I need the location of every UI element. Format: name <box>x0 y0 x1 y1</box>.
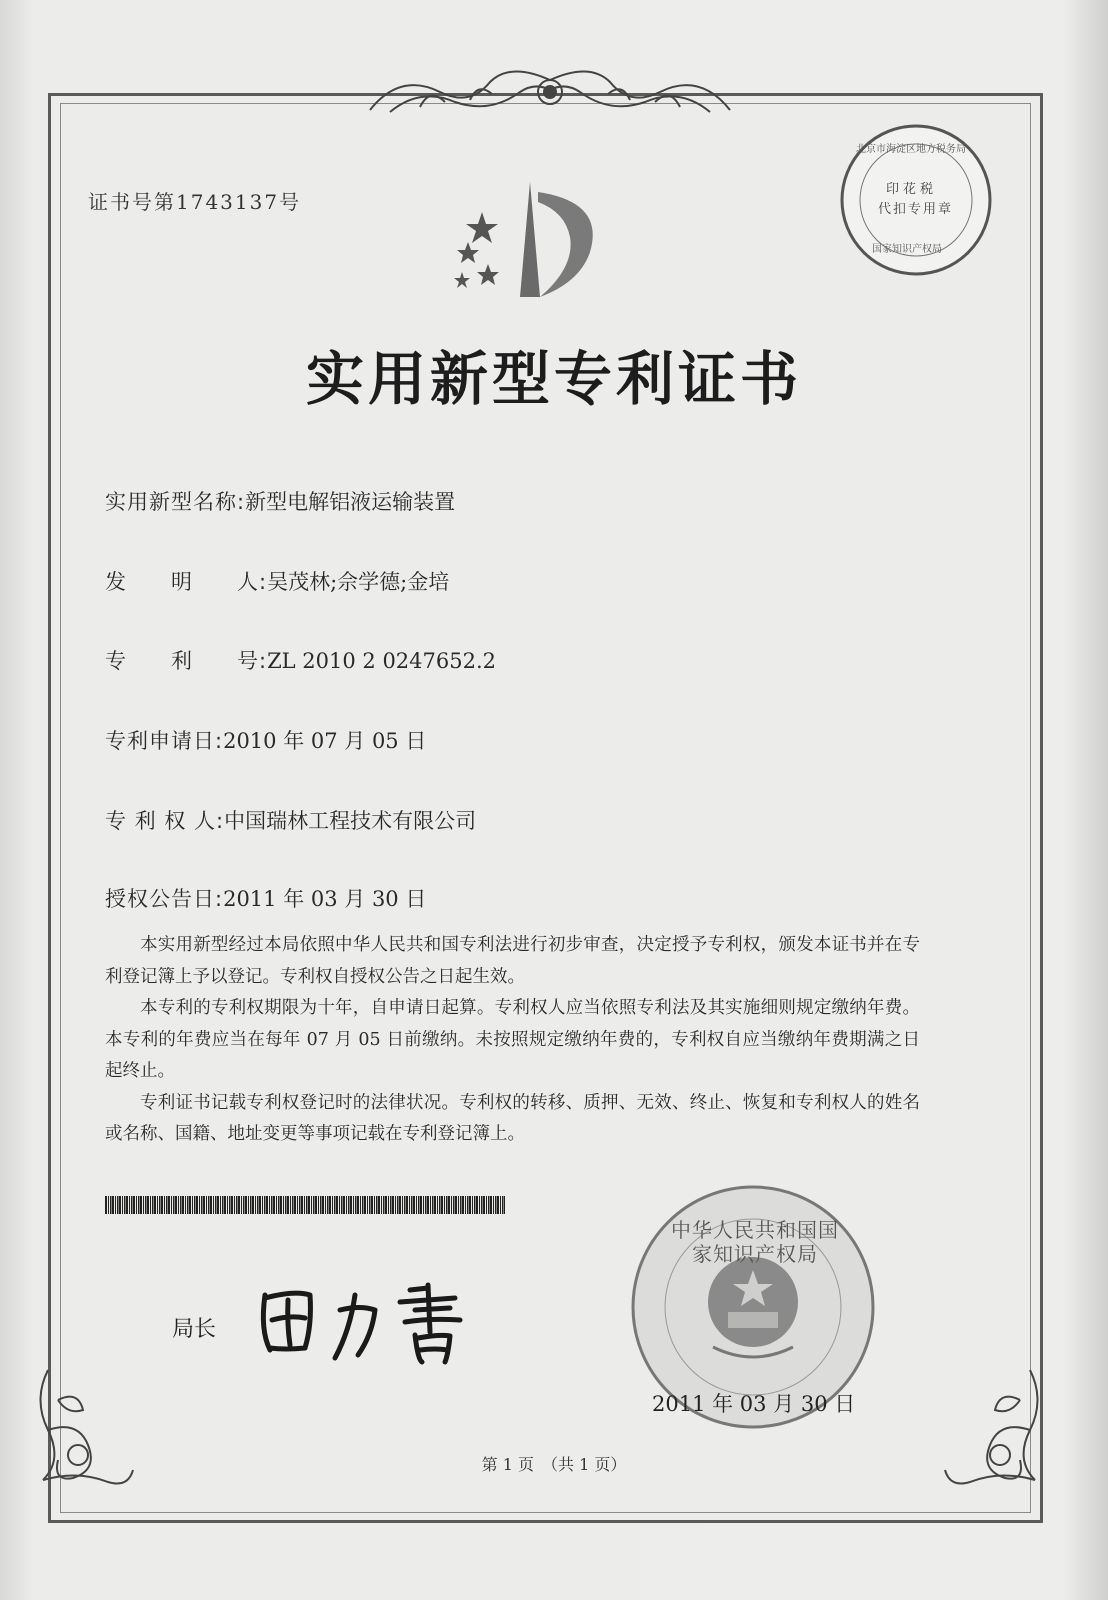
page-title: 实用新型专利证书 <box>305 345 802 413</box>
field-value: 2010 年 07 月 05 日 <box>223 729 427 753</box>
tax-stamp-outer-text: 北京市海淀区地方税务局 <box>856 144 966 155</box>
field-label: 实用新型名称: <box>105 490 246 514</box>
field-inventors <box>105 566 449 596</box>
page-number: 第 1 页 （共 1 页） <box>481 1455 627 1474</box>
field-label: 专 利 权 人: <box>105 809 225 833</box>
patent-office-emblem-icon <box>440 172 620 312</box>
body-paragraph: 本专利的专利权期限为十年，自申请日起算。专利权人应当依照专利法及其实施细则规定缴纳年费。本专利的年费应当在每年 07 月 05 日前缴纳。未按照规定缴纳年费的，专利权自应当缴纳年费期满之日起终止。 <box>105 998 920 1081</box>
field-label: 授权公告日: <box>105 887 224 911</box>
seal-date: 2011 年 03 月 30 日 <box>652 1392 856 1416</box>
director-title: 局长 <box>172 1317 217 1342</box>
field-label: 专 利 号: <box>105 649 268 673</box>
field-value: 中国瑞林工程技术有限公司 <box>224 809 477 833</box>
field-application-date <box>105 725 426 755</box>
field-label: 发 明 人: <box>105 570 268 594</box>
director-signature <box>250 1270 500 1370</box>
tax-stamp-inner-line-2: 代扣专用章 <box>878 202 954 217</box>
field-patentee <box>105 805 476 835</box>
certificate-body <box>105 930 920 1151</box>
top-ornament-icon <box>360 62 740 122</box>
barcode-icon <box>105 1196 505 1214</box>
field-value: ZL 2010 2 0247652.2 <box>267 649 497 673</box>
body-paragraph: 专利证书记载专利权登记时的法律状况。专利权的转移、质押、无效、终止、恢复和专利权人的姓名或名称、国籍、地址变更等事项记载在专利登记簿上。 <box>105 1092 920 1144</box>
field-grant-date <box>105 883 426 913</box>
field-utility-model-name <box>105 486 455 516</box>
official-seal-ring-text: 中华人民共和国国家知识产权局 <box>671 1218 839 1266</box>
field-value: 2011 年 03 月 30 日 <box>223 887 427 911</box>
body-paragraph: 本实用新型经过本局依照中华人民共和国专利法进行初步审查，决定授予专利权，颁发本证书并在专利登记簿上予以登记。专利权自授权公告之日起生效。 <box>105 935 920 987</box>
field-label: 专利申请日: <box>105 729 224 753</box>
field-patent-number <box>105 645 496 675</box>
tax-stamp-bottom-text: 国家知识产权局 <box>872 244 942 255</box>
certificate-number: 证书号第1743137号 <box>88 190 302 214</box>
tax-stamp-inner-line-1: 印花税 <box>886 182 938 197</box>
field-value: 吴茂林;佘学德;金培 <box>267 570 450 594</box>
field-value: 新型电解铝液运输装置 <box>245 490 456 514</box>
